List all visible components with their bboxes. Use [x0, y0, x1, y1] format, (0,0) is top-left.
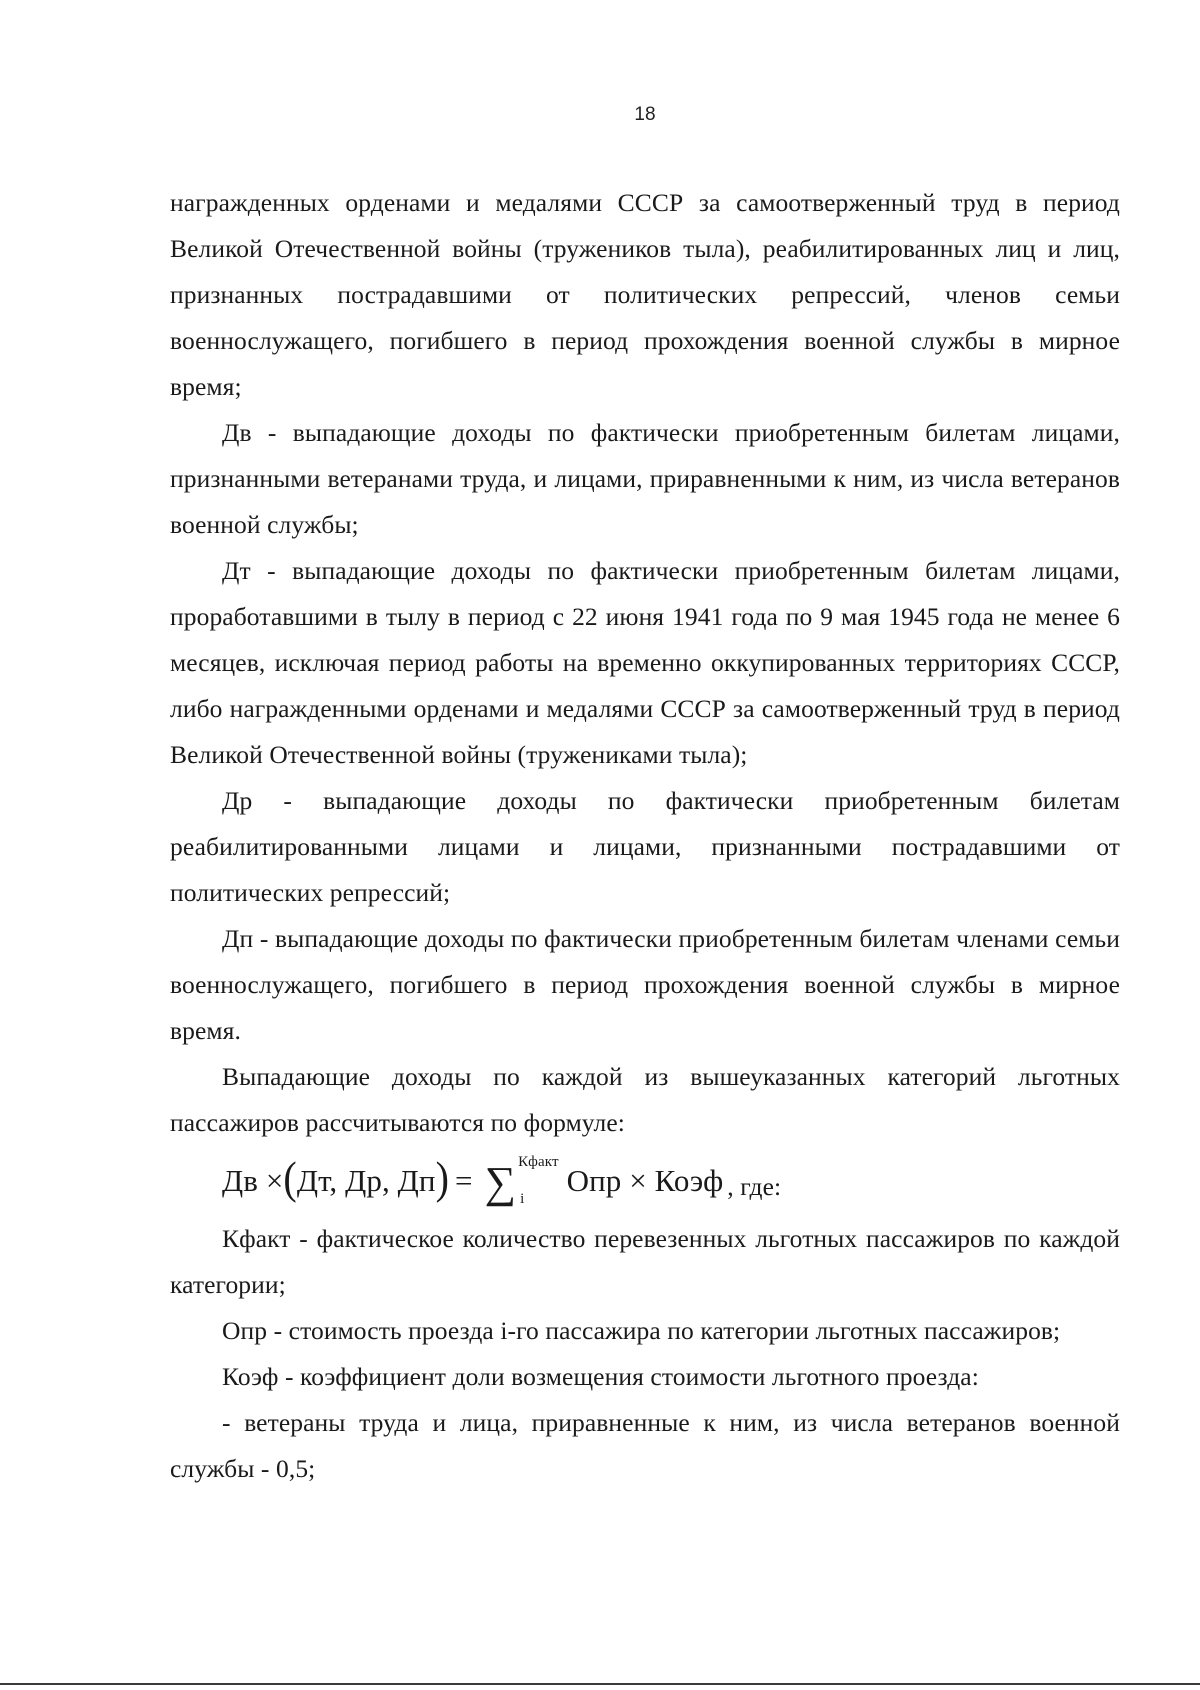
definition-koef: Коэф - коэффициент доли возмещения стоимости льготного проезда: [222, 1362, 979, 1391]
paragraph-dp-definition: Дп - выпадающие доходы по фактически приобретенным билетам членами семьи военнослужащего, погибшего в период прохождения военной службы в мирное время. [170, 924, 1120, 1045]
formula-suffix: , где: [727, 1172, 782, 1201]
formula-close-paren: ) [435, 1151, 450, 1204]
paragraph-dr-definition: Др - выпадающие доходы по фактически приобретенным билетам реабилитированными лицами и лицами, признанными пострадавшими от политических репрессий; [170, 786, 1120, 907]
definition-kfakt: Кфакт - фактическое количество перевезенных льготных пассажиров по каждой категории; [170, 1224, 1120, 1299]
page-number: 18 [634, 104, 656, 125]
formula-lhs-group: Дт, Др, Дп [296, 1163, 436, 1198]
formula [170, 1146, 1120, 1216]
formula-sum-limits [518, 1155, 559, 1207]
definition-opr: Опр - стоимость проезда i-го пассажира по категории льготных пассажиров; [222, 1316, 1061, 1345]
formula-equals: = [455, 1163, 473, 1198]
formula-lhs [222, 1151, 450, 1204]
formula-rhs: Опр × Коэф [566, 1163, 724, 1198]
paragraph-formula-intro: Выпадающие доходы по каждой из вышеуказанных категорий льготных пассажиров рассчитываются по формуле: [170, 1062, 1120, 1137]
formula-upper-limit: Кфакт [518, 1154, 559, 1170]
formula-lower-limit: i [520, 1191, 525, 1207]
formula-lhs-prefix: Дв × [222, 1163, 284, 1198]
paragraph-dv-definition: Дв - выпадающие доходы по фактически приобретенным билетам лицами, признанными ветеранами труда, и лицами, приравненными к ним, из числа ветеранов военной службы; [170, 418, 1120, 539]
definition-veterans-coefficient: - ветераны труда и лица, приравненные к ним, из числа ветеранов военной службы - 0,5; [170, 1408, 1120, 1483]
formula-open-paren: ( [283, 1151, 297, 1204]
bottom-rule [0, 1683, 1200, 1685]
paragraph-dt-definition: Дт - выпадающие доходы по фактически приобретенным билетам лицами, проработавшими в тылу в период с 22 июня 1941 года по 9 мая 1945 года не менее 6 месяцев, исключая период работы на временно оккупированных территориях СССР, либо награжденными орденами и медалями СССР за самоотверженный труд в период Великой Отечественной войны (тружениками тыла); [170, 556, 1120, 769]
paragraph-continuation: награжденных орденами и медалями СССР за самоотверженный труд в период Великой Отечественной войны (тружеников тыла), реабилитированных лиц и лиц, признанных пострадавшими от политических репрессий, членов семьи военнослужащего, погибшего в период прохождения военной службы в мирное время; [170, 188, 1120, 401]
formula-sum-symbol: ∑ [484, 1158, 517, 1207]
document-body [170, 180, 1120, 1492]
